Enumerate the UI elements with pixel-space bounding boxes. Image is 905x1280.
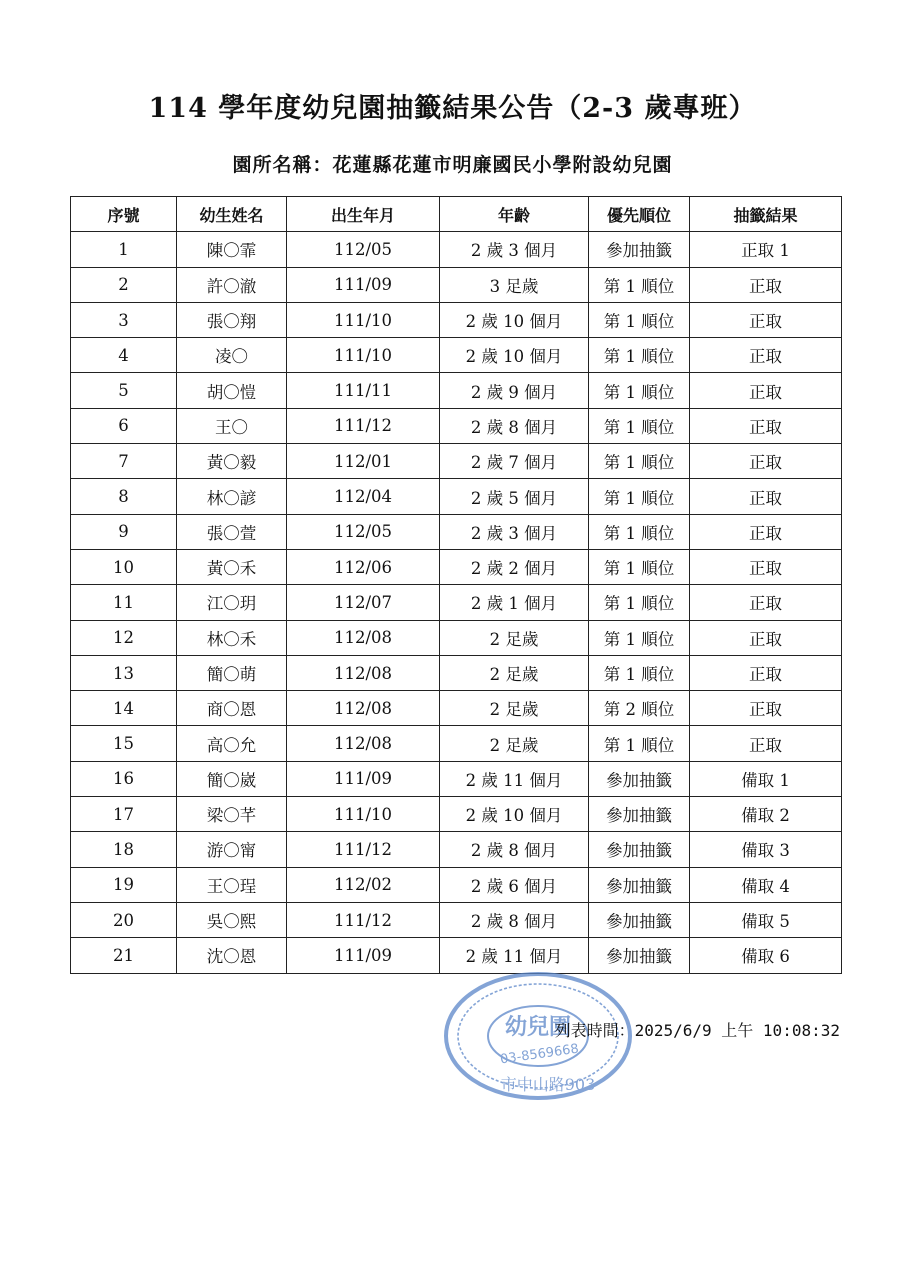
table-header-row — [71, 197, 842, 232]
cell-age: 2 足歲 — [440, 691, 589, 726]
cell-name: 商〇恩 — [177, 691, 287, 726]
cell-age: 2 歲 11 個月 — [440, 761, 589, 796]
table-row — [71, 267, 842, 302]
cell-seq: 15 — [71, 726, 177, 761]
cell-birth: 112/05 — [287, 514, 440, 549]
cell-priority: 第 1 順位 — [589, 444, 690, 479]
header-result: 抽籤結果 — [690, 197, 842, 232]
cell-birth: 111/10 — [287, 338, 440, 373]
cell-seq: 3 — [71, 302, 177, 337]
cell-priority: 第 1 順位 — [589, 726, 690, 761]
cell-name: 林〇禾 — [177, 620, 287, 655]
cell-seq: 14 — [71, 691, 177, 726]
header-age: 年齡 — [440, 197, 589, 232]
cell-age: 2 歲 7 個月 — [440, 444, 589, 479]
cell-seq: 7 — [71, 444, 177, 479]
table-row — [71, 761, 842, 796]
table-row — [71, 902, 842, 937]
cell-result: 正取 — [690, 655, 842, 690]
cell-seq: 16 — [71, 761, 177, 796]
cell-age: 2 歲 11 個月 — [440, 938, 589, 973]
table-row — [71, 585, 842, 620]
cell-age: 2 歲 10 個月 — [440, 797, 589, 832]
cell-name: 高〇允 — [177, 726, 287, 761]
cell-seq: 18 — [71, 832, 177, 867]
table-row — [71, 691, 842, 726]
cell-birth: 111/09 — [287, 267, 440, 302]
table-row — [71, 408, 842, 443]
cell-seq: 21 — [71, 938, 177, 973]
cell-seq: 17 — [71, 797, 177, 832]
cell-result: 正取 — [690, 585, 842, 620]
cell-seq: 9 — [71, 514, 177, 549]
cell-result: 正取 — [690, 408, 842, 443]
cell-priority: 第 1 順位 — [589, 338, 690, 373]
cell-seq: 6 — [71, 408, 177, 443]
cell-name: 簡〇崴 — [177, 761, 287, 796]
cell-age: 2 歲 8 個月 — [440, 408, 589, 443]
cell-birth: 111/12 — [287, 832, 440, 867]
cell-priority: 參加抽籤 — [589, 797, 690, 832]
cell-birth: 111/10 — [287, 797, 440, 832]
cell-result: 正取 — [690, 479, 842, 514]
cell-birth: 112/06 — [287, 549, 440, 584]
cell-priority: 第 1 順位 — [589, 267, 690, 302]
cell-priority: 參加抽籤 — [589, 761, 690, 796]
cell-age: 3 足歲 — [440, 267, 589, 302]
cell-name: 林〇諺 — [177, 479, 287, 514]
cell-age: 2 歲 2 個月 — [440, 549, 589, 584]
cell-priority: 參加抽籤 — [589, 867, 690, 902]
cell-priority: 第 1 順位 — [589, 585, 690, 620]
cell-name: 梁〇芊 — [177, 797, 287, 832]
cell-result: 備取 2 — [690, 797, 842, 832]
cell-result: 正取 — [690, 620, 842, 655]
cell-name: 游〇甯 — [177, 832, 287, 867]
header-priority: 優先順位 — [589, 197, 690, 232]
cell-birth: 112/04 — [287, 479, 440, 514]
cell-result: 正取 — [690, 549, 842, 584]
cell-seq: 11 — [71, 585, 177, 620]
cell-result: 正取 — [690, 514, 842, 549]
cell-seq: 20 — [71, 902, 177, 937]
cell-result: 正取 — [690, 373, 842, 408]
table-body — [71, 232, 842, 973]
cell-birth: 111/12 — [287, 408, 440, 443]
cell-birth: 112/08 — [287, 620, 440, 655]
cell-seq: 4 — [71, 338, 177, 373]
cell-priority: 第 1 順位 — [589, 514, 690, 549]
school-name: 園所名稱：花蓮縣花蓮市明廉國民小學附設幼兒園 — [232, 154, 673, 176]
cell-name: 王〇珵 — [177, 867, 287, 902]
table-row — [71, 479, 842, 514]
cell-priority: 第 1 順位 — [589, 302, 690, 337]
cell-age: 2 歲 8 個月 — [440, 902, 589, 937]
table-row — [71, 338, 842, 373]
cell-result: 正取 — [690, 338, 842, 373]
cell-seq: 13 — [71, 655, 177, 690]
cell-name: 凌〇 — [177, 338, 287, 373]
lottery-results-table — [70, 196, 842, 974]
cell-age: 2 歲 10 個月 — [440, 302, 589, 337]
stamp-center-text: 幼兒園 — [504, 1014, 572, 1040]
cell-priority: 參加抽籤 — [589, 902, 690, 937]
cell-name: 黃〇禾 — [177, 549, 287, 584]
cell-name: 陳〇霏 — [177, 232, 287, 267]
cell-age: 2 歲 3 個月 — [440, 514, 589, 549]
header-seq: 序號 — [71, 197, 177, 232]
table-row — [71, 832, 842, 867]
cell-result: 正取 — [690, 691, 842, 726]
cell-name: 江〇玥 — [177, 585, 287, 620]
cell-birth: 111/09 — [287, 938, 440, 973]
cell-name: 張〇萱 — [177, 514, 287, 549]
list-timestamp: 列表時間：2025/6/9 上午 10:08:32 — [554, 1021, 840, 1040]
cell-seq: 5 — [71, 373, 177, 408]
cell-result: 正取 — [690, 302, 842, 337]
table-row — [71, 514, 842, 549]
cell-birth: 112/02 — [287, 867, 440, 902]
cell-seq: 8 — [71, 479, 177, 514]
table-row — [71, 373, 842, 408]
cell-birth: 111/10 — [287, 302, 440, 337]
cell-birth: 111/09 — [287, 761, 440, 796]
table-row — [71, 726, 842, 761]
cell-birth: 112/07 — [287, 585, 440, 620]
cell-result: 正取 1 — [690, 232, 842, 267]
cell-name: 簡〇萌 — [177, 655, 287, 690]
table-row — [71, 797, 842, 832]
cell-birth: 112/05 — [287, 232, 440, 267]
cell-name: 沈〇恩 — [177, 938, 287, 973]
cell-result: 正取 — [690, 444, 842, 479]
cell-birth: 111/11 — [287, 373, 440, 408]
document-title: 114 學年度幼兒園抽籤結果公告（2-3 歲專班） — [148, 93, 757, 124]
cell-age: 2 歲 3 個月 — [440, 232, 589, 267]
header-birth: 出生年月 — [287, 197, 440, 232]
cell-priority: 第 1 順位 — [589, 655, 690, 690]
cell-age: 2 足歲 — [440, 726, 589, 761]
cell-seq: 19 — [71, 867, 177, 902]
cell-priority: 第 1 順位 — [589, 479, 690, 514]
stamp-address-text: 市中山路903 — [500, 1075, 596, 1094]
cell-birth: 112/08 — [287, 726, 440, 761]
table-row — [71, 302, 842, 337]
cell-result: 備取 4 — [690, 867, 842, 902]
cell-birth: 112/08 — [287, 655, 440, 690]
cell-priority: 第 1 順位 — [589, 549, 690, 584]
cell-name: 王〇 — [177, 408, 287, 443]
cell-seq: 1 — [71, 232, 177, 267]
cell-name: 許〇澈 — [177, 267, 287, 302]
cell-age: 2 歲 6 個月 — [440, 867, 589, 902]
cell-priority: 參加抽籤 — [589, 938, 690, 973]
cell-priority: 第 1 順位 — [589, 408, 690, 443]
table-row — [71, 655, 842, 690]
cell-age: 2 足歲 — [440, 655, 589, 690]
table-row — [71, 444, 842, 479]
cell-birth: 112/08 — [287, 691, 440, 726]
cell-name: 胡〇愷 — [177, 373, 287, 408]
header-name: 幼生姓名 — [177, 197, 287, 232]
cell-result: 正取 — [690, 726, 842, 761]
table-row — [71, 549, 842, 584]
cell-result: 備取 1 — [690, 761, 842, 796]
cell-age: 2 歲 5 個月 — [440, 479, 589, 514]
cell-seq: 2 — [71, 267, 177, 302]
cell-name: 吳〇熙 — [177, 902, 287, 937]
table-row — [71, 620, 842, 655]
cell-seq: 10 — [71, 549, 177, 584]
cell-result: 備取 6 — [690, 938, 842, 973]
cell-age: 2 歲 1 個月 — [440, 585, 589, 620]
cell-result: 正取 — [690, 267, 842, 302]
cell-result: 備取 3 — [690, 832, 842, 867]
cell-birth: 112/01 — [287, 444, 440, 479]
cell-seq: 12 — [71, 620, 177, 655]
cell-age: 2 歲 8 個月 — [440, 832, 589, 867]
cell-age: 2 歲 9 個月 — [440, 373, 589, 408]
cell-priority: 第 2 順位 — [589, 691, 690, 726]
cell-priority: 第 1 順位 — [589, 373, 690, 408]
table-row — [71, 867, 842, 902]
cell-result: 備取 5 — [690, 902, 842, 937]
cell-name: 黃〇毅 — [177, 444, 287, 479]
cell-priority: 第 1 順位 — [589, 620, 690, 655]
stamp-phone-text: 03-8569668 — [499, 1041, 580, 1068]
cell-age: 2 歲 10 個月 — [440, 338, 589, 373]
cell-priority: 參加抽籤 — [589, 232, 690, 267]
cell-birth: 111/12 — [287, 902, 440, 937]
cell-name: 張〇翔 — [177, 302, 287, 337]
cell-age: 2 足歲 — [440, 620, 589, 655]
table-row — [71, 232, 842, 267]
cell-priority: 參加抽籤 — [589, 832, 690, 867]
